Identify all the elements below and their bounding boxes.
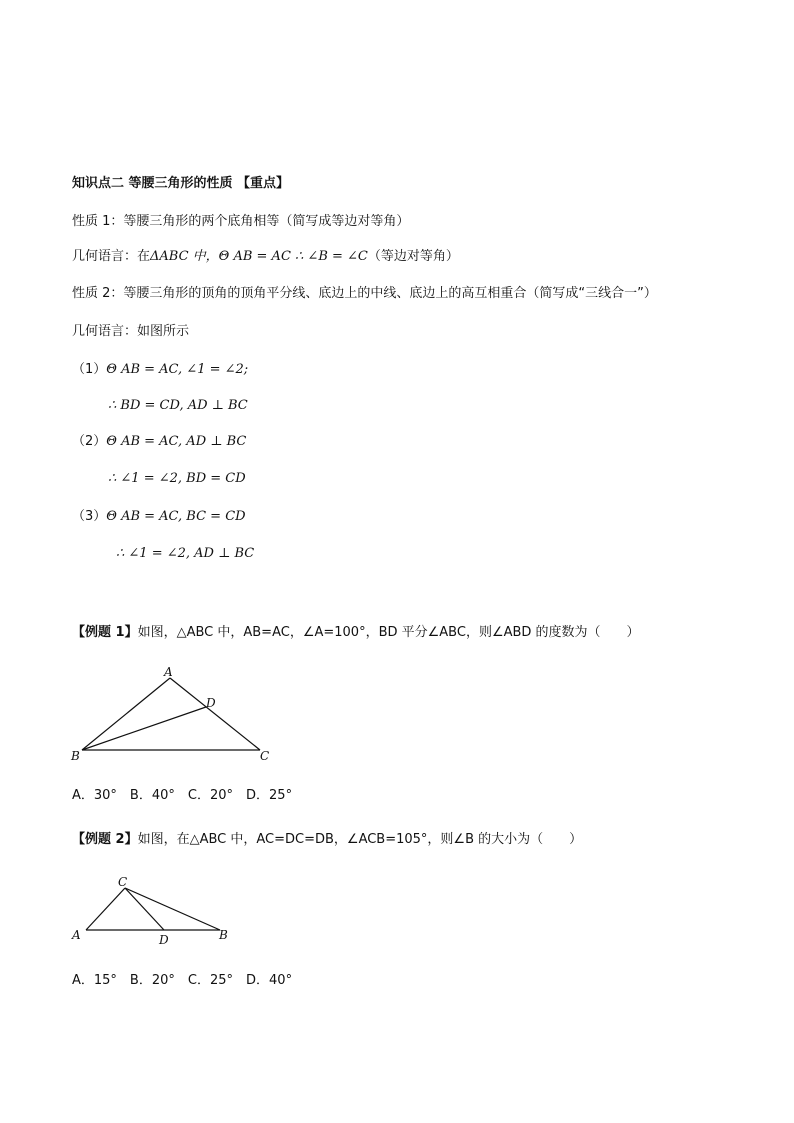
geometry-language-1	[72, 248, 459, 266]
vertex-a-label: A	[164, 665, 173, 679]
example-2-question	[72, 831, 582, 849]
case-2-label: （2）	[72, 434, 107, 449]
case-2-result: ∴ ∠1 = ∠2, BD = CD	[108, 471, 246, 486]
example-1-figure	[60, 660, 290, 770]
case-1-given-math: Θ AB = AC, ∠1 = ∠2;	[106, 362, 249, 377]
segment-bd	[82, 707, 206, 750]
vertex-b-label: B	[71, 749, 80, 763]
segment-cb	[125, 888, 220, 930]
case-3-given	[72, 508, 246, 526]
segment-ac	[170, 678, 260, 750]
case-1-label: （1）	[72, 362, 107, 377]
case-3-label: （3）	[72, 509, 107, 524]
vertex-d-label: D	[206, 696, 216, 710]
example-2-tag: 【例题 2】	[72, 832, 138, 847]
case-2-given	[72, 433, 246, 451]
example-1-text: 如图，△ABC 中，AB=AC，∠A=100°，BD 平分∠ABC，则∠ABD 的度数为（ ）	[137, 625, 640, 640]
section-title: 知识点二 等腰三角形的性质 【重点】	[72, 176, 290, 191]
geometry-language-2: 几何语言：如图所示	[72, 324, 190, 339]
example-2-figure	[60, 868, 250, 948]
vertex-b-label: B	[219, 928, 228, 942]
example-1-options: A．30° B．40° C．20° D．25°	[72, 788, 293, 803]
geometry-language-1-math: ΔABC 中，Θ AB = AC ∴ ∠B = ∠C	[150, 249, 368, 264]
property-2: 性质 2：等腰三角形的顶角的顶角平分线、底边上的中线、底边上的高互相重合（简写成“三线合一”）	[72, 286, 657, 301]
example-1-question	[72, 624, 640, 642]
case-2-given-math: Θ AB = AC, AD ⊥ BC	[106, 434, 247, 449]
segment-ab	[82, 678, 170, 750]
segment-cd	[125, 888, 164, 930]
example-2-text: 如图，在△ABC 中，AC=DC=DB，∠ACB=105°，则∠B 的大小为（ ）	[137, 832, 583, 847]
vertex-d-label: D	[159, 933, 169, 947]
segment-ac	[86, 888, 125, 930]
vertex-a-label: A	[72, 928, 81, 942]
vertex-c-label: C	[118, 875, 128, 889]
example-2-options: A．15° B．20° C．25° D．40°	[72, 973, 293, 988]
example-1-tag: 【例题 1】	[72, 625, 138, 640]
geometry-language-1-suffix: （等边对等角）	[367, 249, 459, 264]
case-3-given-math: Θ AB = AC, BC = CD	[106, 509, 246, 524]
case-1-result: ∴ BD = CD, AD ⊥ BC	[108, 398, 248, 413]
geometry-language-1-prefix: 几何语言：在	[72, 249, 151, 264]
case-1-given	[72, 361, 248, 379]
case-3-result: ∴ ∠1 = ∠2, AD ⊥ BC	[116, 546, 255, 561]
vertex-c-label: C	[260, 749, 270, 763]
property-1: 性质 1：等腰三角形的两个底角相等（简写成等边对等角）	[72, 214, 410, 229]
